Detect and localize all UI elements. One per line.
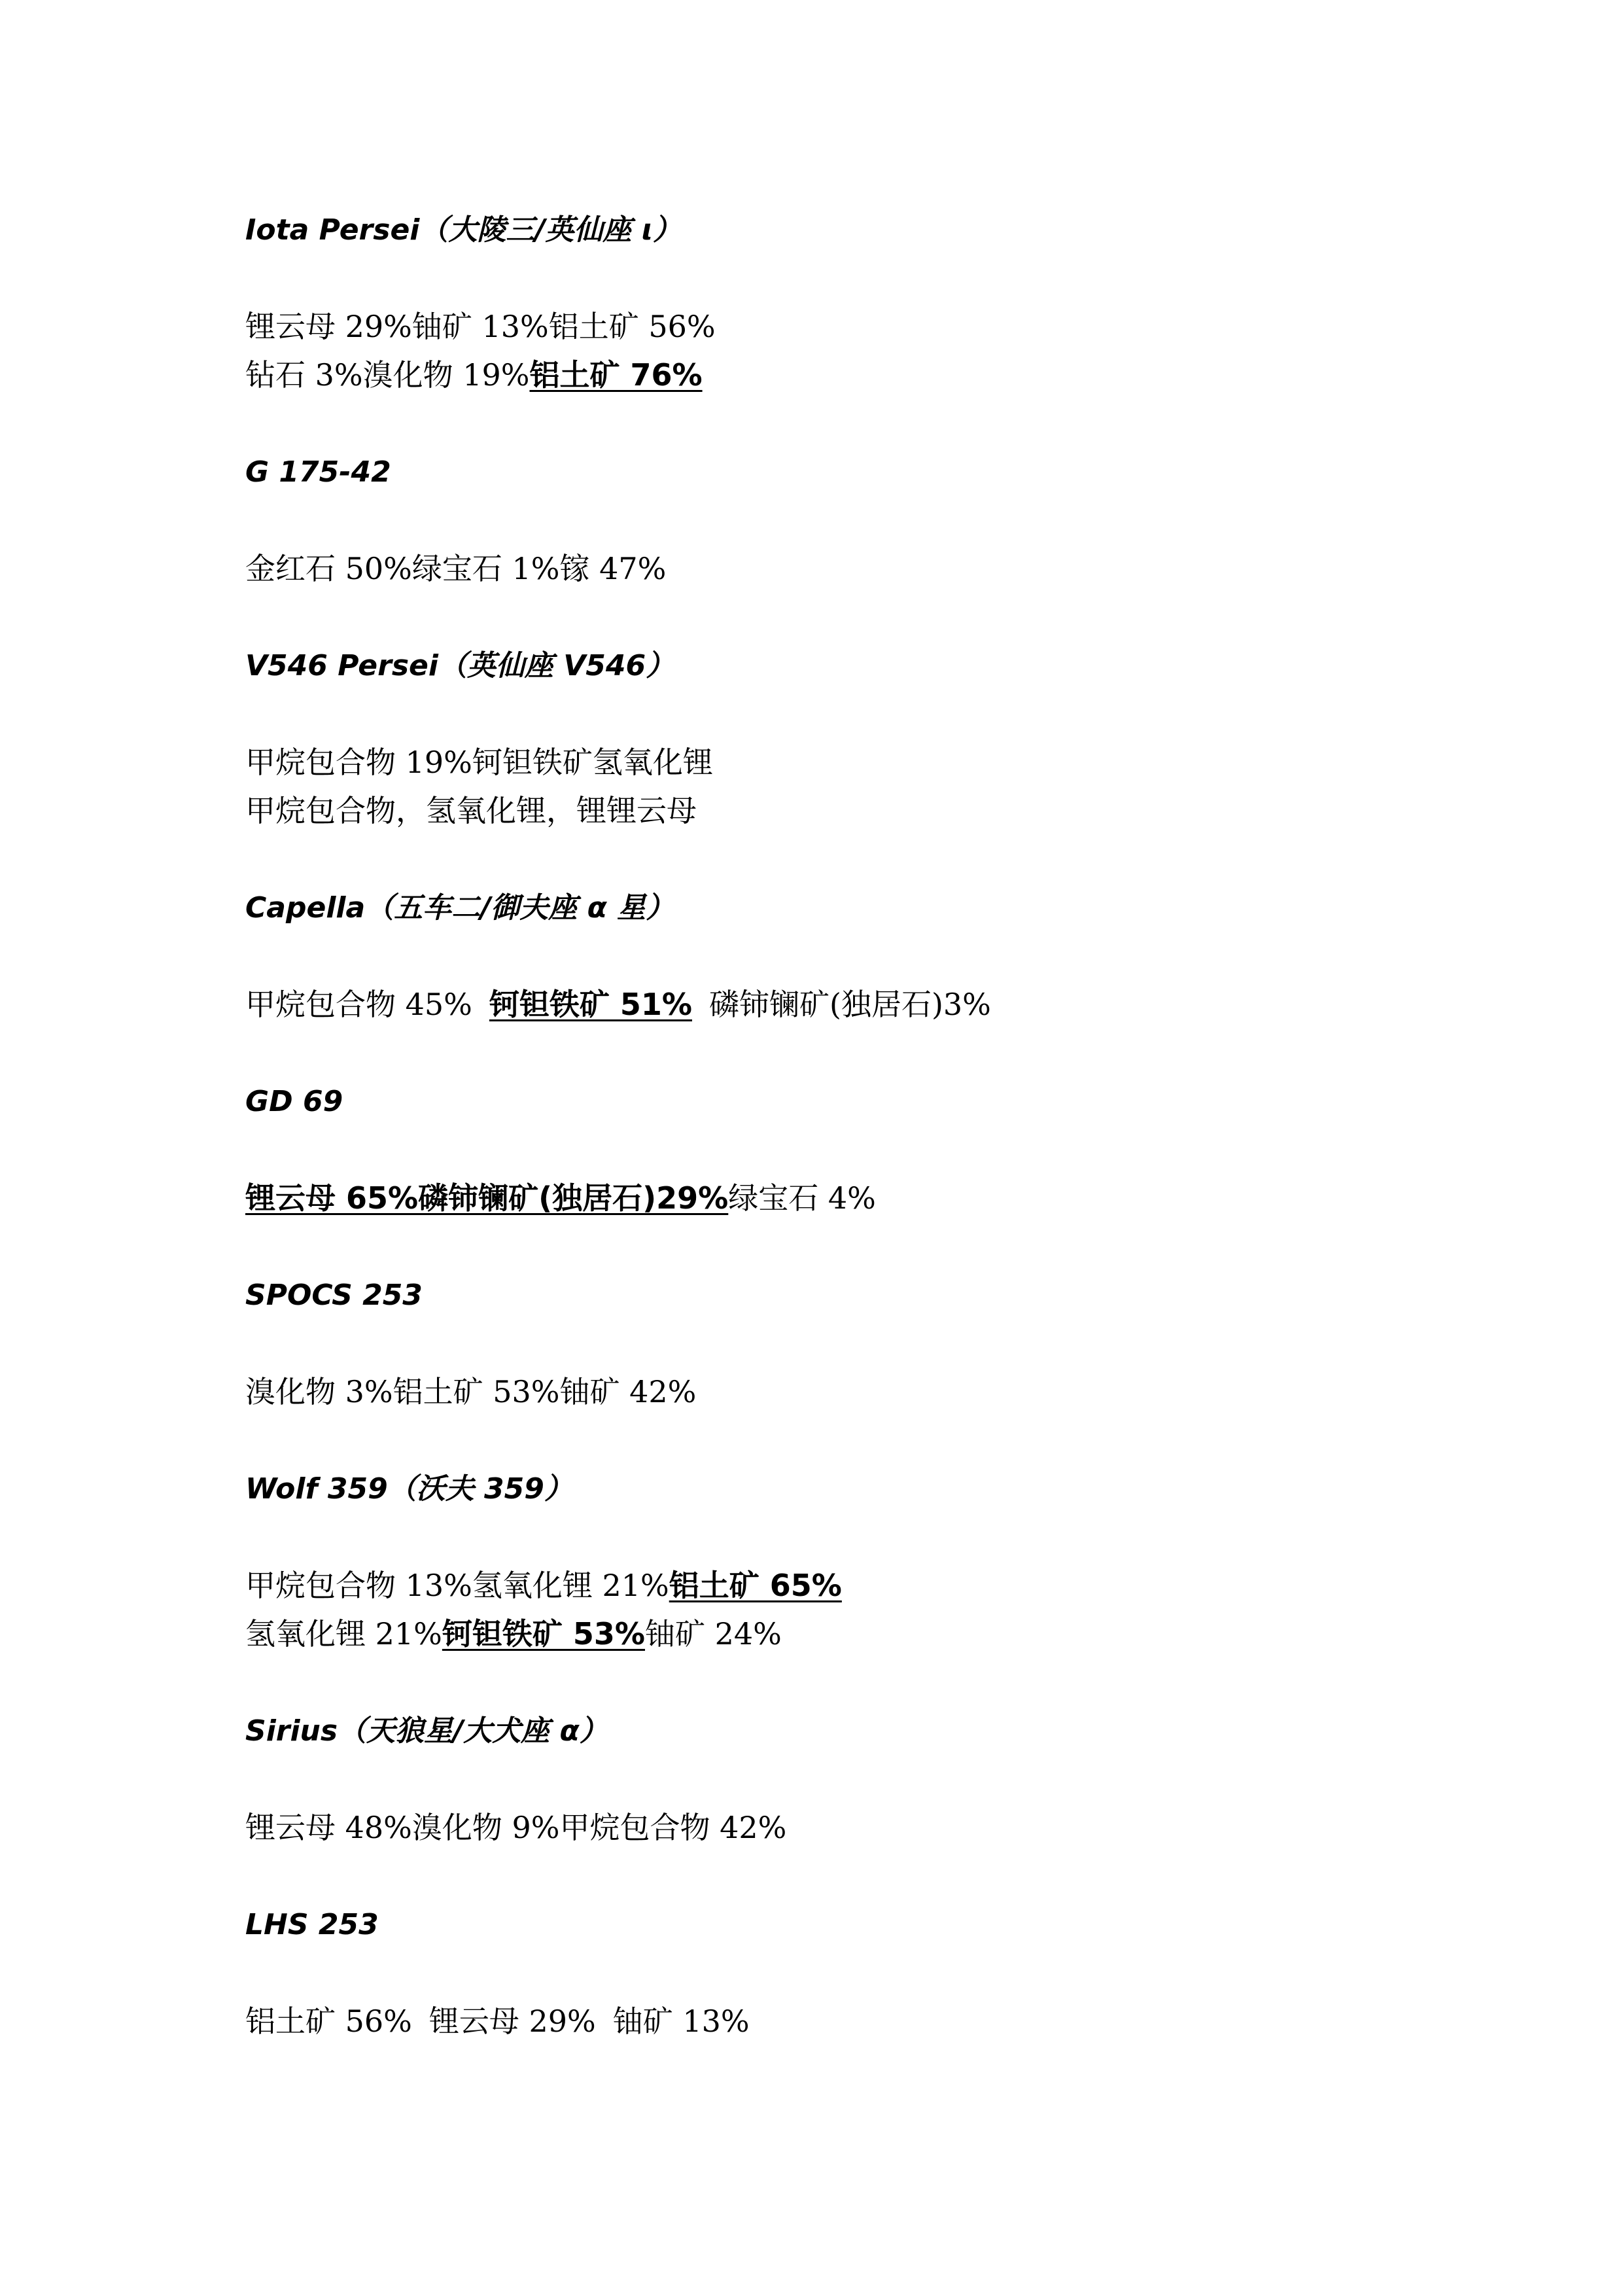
composition-line — [245, 984, 991, 1025]
composition-text: 甲烷包合物 19%钶钽铁矿氢氧化锂 — [245, 745, 713, 780]
composition-line — [245, 1614, 782, 1654]
highlighted-mineral: 铝土矿 76% — [529, 357, 703, 393]
composition-text: 铝土矿 56% — [245, 2004, 412, 2039]
star-system-title: V546 Persei（英仙座 V546） — [245, 649, 675, 682]
composition-line — [245, 355, 703, 395]
highlighted-mineral: 钶钽铁矿 53% — [442, 1616, 645, 1651]
star-system-title: Wolf 359（沃夫 359） — [245, 1472, 573, 1506]
composition-line — [245, 742, 713, 783]
highlighted-mineral: 铝土矿 65% — [669, 1568, 842, 1603]
composition-text: 钻石 3%溴化物 19% — [245, 357, 530, 393]
star-system-title: SPOCS 253 — [245, 1279, 423, 1312]
composition-text: 溴化物 3%铝土矿 53%铀矿 42% — [245, 1374, 697, 1409]
star-system-title: Capella（五车二/御夫座 α 星） — [245, 891, 675, 925]
composition-line — [245, 1807, 786, 1848]
star-system-title: G 175-42 — [245, 455, 391, 489]
composition-text: 氢氧化锂 21% — [245, 1616, 442, 1651]
star-system-title: GD 69 — [245, 1085, 343, 1118]
composition-text: 绿宝石 4% — [728, 1180, 876, 1216]
composition-text: 金红石 50%绿宝石 1%镓 47% — [245, 551, 667, 586]
composition-text: 锂云母 48%溴化物 9%甲烷包合物 42% — [245, 1810, 787, 1845]
composition-text: 甲烷包合物 45% — [245, 987, 472, 1022]
highlighted-mineral: 钶钽铁矿 51% — [489, 987, 692, 1022]
star-system-title: Iota Persei（大陵三/英仙座 ι） — [245, 213, 682, 247]
composition-text: 磷铈镧矿(独居石)3% — [709, 987, 991, 1022]
composition-text: 甲烷包合物 13%氢氧化锂 21% — [245, 1568, 669, 1603]
composition-text: 铀矿 13% — [612, 2004, 750, 2039]
composition-text: 锂云母 29%铀矿 13%铝土矿 56% — [245, 309, 716, 344]
star-system-title: LHS 253 — [245, 1908, 379, 1941]
composition-line — [245, 2001, 750, 2041]
composition-line — [245, 790, 697, 831]
composition-text: 甲烷包合物，氢氧化锂，锂锂云母 — [245, 793, 697, 828]
composition-line — [245, 1371, 696, 1412]
composition-line — [245, 548, 666, 589]
highlighted-mineral: 锂云母 65%磷铈镧矿(独居石)29% — [245, 1180, 729, 1216]
composition-line — [245, 1565, 842, 1606]
star-system-title: Sirius（天狼星/大犬座 α） — [245, 1714, 608, 1748]
composition-line — [245, 1178, 876, 1218]
composition-line — [245, 306, 716, 347]
composition-text: 铀矿 24% — [645, 1616, 782, 1651]
composition-text: 锂云母 29% — [428, 2004, 596, 2039]
